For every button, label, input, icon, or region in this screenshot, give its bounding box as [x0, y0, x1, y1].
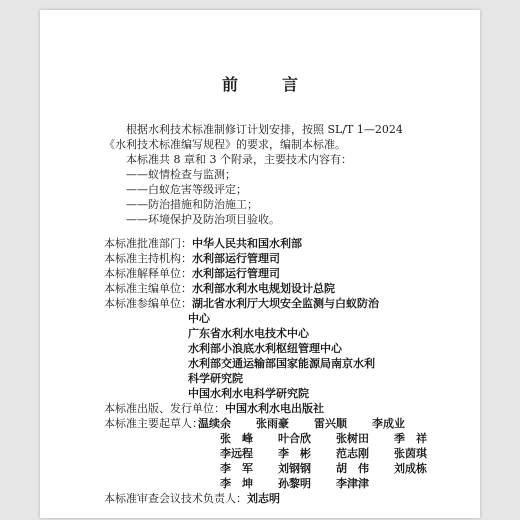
drafter-name: 雷兴顺 — [314, 417, 347, 430]
drafters-line-4 — [220, 461, 452, 476]
chief-value: 水利部水利水电规划设计总院 — [192, 282, 335, 295]
drafter-name: 季 祥 — [394, 432, 427, 445]
drafter-name: 孙黎明 — [278, 477, 311, 490]
intro-line-3: 本标准共 8 章和 3 个附录，主要技术内容有： — [126, 153, 352, 166]
approve-value: 中华人民共和国水利部 — [192, 237, 302, 250]
participate-line-7: 中国水利水电科学研究院 — [188, 387, 309, 400]
intro-line-1: 根据水利技术标准制修订计划安排，按照 SL/T 1—2024 — [126, 123, 403, 136]
drafter-name: 范志刚 — [336, 447, 369, 460]
participate-line-4: 水利部小浪底水利枢纽管理中心 — [188, 342, 342, 355]
drafter-name: 张 峰 — [220, 432, 253, 445]
approve-label: 本标准批准部门： — [104, 237, 192, 250]
drafter-name: 李 彬 — [278, 447, 311, 460]
drafters-line-5 — [220, 476, 452, 491]
drafters-line-1 — [198, 416, 430, 431]
host-row — [104, 251, 444, 266]
drafter-name: 李 军 — [220, 462, 253, 475]
interpret-row — [104, 266, 444, 281]
intro-line-2: 《水利技术标准编写规程》的要求，编制本标准。 — [104, 138, 346, 151]
host-label: 本标准主持机构： — [104, 252, 192, 265]
content-item-1: ——蚁情检查与监测； — [126, 168, 236, 181]
drafter-name: 胡 伟 — [336, 462, 369, 475]
drafter-name: 张雨豪 — [256, 417, 289, 430]
page-title: 前 言 — [221, 75, 312, 94]
review-row — [104, 491, 444, 506]
participate-line-2: 中心 — [188, 312, 210, 325]
drafters-line-3 — [220, 446, 452, 461]
drafter-name: 李成业 — [372, 417, 405, 430]
interpret-value: 水利部运行管理司 — [192, 267, 280, 280]
document-page — [40, 10, 480, 518]
review-label: 本标准审查会议技术负责人： — [104, 492, 247, 505]
publisher-label: 本标准出版、发行单位： — [104, 402, 225, 415]
drafter-name: 张树田 — [336, 432, 369, 445]
host-value: 水利部运行管理司 — [192, 252, 280, 265]
drafters-line-2 — [220, 431, 452, 446]
content-item-3: ——防治措施和防治施工； — [126, 198, 258, 211]
content-item-2: ——白蚁危害等级评定； — [126, 183, 247, 196]
participate-row — [104, 296, 444, 311]
participate-value: 湖北省水利厅大坝安全监测与白蚁防治 — [192, 297, 379, 310]
drafter-name: 叶合欣 — [278, 432, 311, 445]
drafter-name: 刘钢钢 — [278, 462, 311, 475]
drafters-label: 本标准主要起草人： — [104, 417, 203, 430]
drafter-name: 李 坤 — [220, 477, 253, 490]
participate-line-6: 科学研究院 — [188, 372, 243, 385]
drafter-name: 李远程 — [220, 447, 253, 460]
publisher-value: 中国水利水电出版社 — [225, 402, 324, 415]
participate-line-3: 广东省水利水电技术中心 — [188, 327, 309, 340]
content-item-4: ——环境保护及防治项目验收。 — [126, 213, 280, 226]
drafter-name: 刘成栋 — [394, 462, 427, 475]
drafter-name: 李津津 — [336, 477, 369, 490]
approve-row — [104, 236, 444, 251]
drafter-name: 张茵琪 — [394, 447, 427, 460]
publisher-row — [104, 401, 444, 416]
review-value: 刘志明 — [247, 492, 280, 505]
interpret-label: 本标准解释单位： — [104, 267, 192, 280]
participate-label: 本标准参编单位： — [104, 297, 192, 310]
chief-row — [104, 281, 444, 296]
chief-label: 本标准主编单位： — [104, 282, 192, 295]
participate-line-5: 水利部交通运输部国家能源局南京水利 — [188, 357, 375, 370]
drafter-name: 温续余 — [198, 417, 231, 430]
